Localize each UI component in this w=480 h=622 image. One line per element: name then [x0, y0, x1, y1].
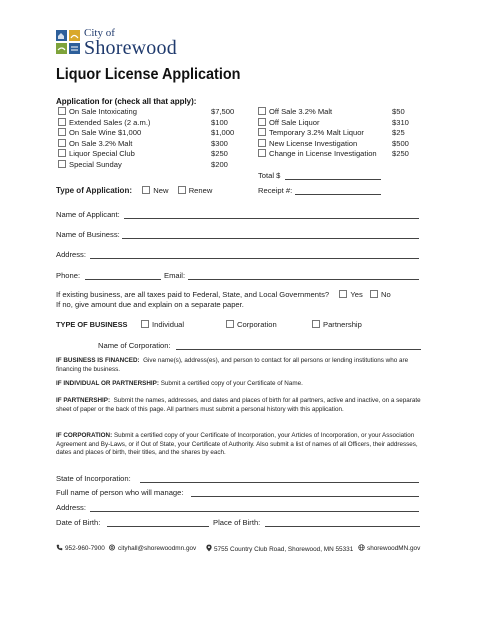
manager-label: Full name of person who will manage:	[56, 488, 184, 497]
corporation-name-label: Name of Corporation:	[98, 341, 171, 350]
license-label: Off Sale 3.2% Malt	[269, 107, 333, 116]
application-for-heading: Application for (check all that apply):	[56, 97, 197, 106]
option-new[interactable]	[142, 186, 168, 195]
license-checkbox[interactable]	[258, 107, 266, 115]
state-of-incorporation-label: State of Incorporation:	[56, 474, 131, 483]
instruction-individual-text: Submit a certified copy of your Certificate of Name.	[160, 380, 303, 387]
receipt-input[interactable]	[295, 194, 381, 195]
bottom-address-input[interactable]	[90, 511, 419, 512]
license-price: $250	[392, 149, 409, 158]
footer-phone-text: 952-960-7900	[65, 545, 105, 552]
option-yes-label: Yes	[350, 290, 363, 299]
type-of-business-label: TYPE OF BUSINESS	[56, 320, 128, 329]
license-price: $7,500	[211, 107, 235, 116]
instruction-corporation-heading: IF CORPORATION:	[56, 432, 113, 439]
type-of-application	[56, 186, 212, 196]
email-input[interactable]	[188, 279, 419, 280]
instruction-partnership	[56, 397, 428, 414]
total-input[interactable]	[285, 179, 381, 180]
city-logo	[56, 26, 186, 62]
license-checkbox[interactable]	[258, 139, 266, 147]
email-label: Email:	[164, 271, 186, 280]
globe-icon	[358, 544, 365, 551]
phone-icon	[56, 544, 63, 551]
license-label: Temporary 3.2% Malt Liquor	[269, 128, 364, 137]
corporation-name-input[interactable]	[176, 349, 421, 350]
logo-small-text: City of	[84, 27, 115, 39]
license-option[interactable]	[258, 128, 364, 138]
business-label: Name of Business:	[56, 230, 120, 239]
license-checkbox[interactable]	[58, 118, 66, 126]
email-icon	[108, 544, 116, 551]
license-label: Extended Sales (2 a.m.)	[69, 117, 151, 127]
option-yes[interactable]	[339, 290, 362, 299]
license-price: $100	[211, 117, 228, 127]
license-label: On Sale 3.2% Malt	[69, 138, 133, 148]
license-option[interactable]	[258, 139, 357, 149]
license-option[interactable]	[58, 118, 150, 128]
license-label: On Sale Intoxicating	[69, 107, 137, 116]
option-corporation[interactable]	[226, 320, 277, 330]
license-option[interactable]	[58, 107, 137, 117]
phone-input[interactable]	[85, 279, 161, 280]
license-checkbox[interactable]	[258, 149, 266, 157]
option-partnership[interactable]	[312, 320, 362, 330]
checkbox-corporation[interactable]	[226, 320, 234, 328]
dob-input[interactable]	[107, 526, 209, 527]
bottom-address-label: Address:	[56, 503, 86, 512]
pob-label: Place of Birth:	[213, 518, 261, 527]
total-label: Total $	[258, 171, 281, 180]
instruction-corporation	[56, 432, 428, 458]
business-input[interactable]	[122, 238, 419, 239]
option-corporation-label: Corporation	[237, 320, 277, 329]
taxes-followup: If no, give amount due and explain on a separate paper.	[56, 300, 244, 309]
license-checkbox[interactable]	[58, 139, 66, 147]
checkbox-new[interactable]	[142, 186, 150, 194]
license-price: $310	[392, 117, 409, 127]
option-no-label: No	[381, 290, 391, 299]
option-new-label: New	[153, 186, 169, 195]
license-option[interactable]	[58, 128, 141, 138]
license-option[interactable]	[258, 107, 332, 117]
license-checkbox[interactable]	[258, 128, 266, 136]
checkbox-partnership[interactable]	[312, 320, 320, 328]
address-input[interactable]	[90, 258, 419, 259]
city-logo-icon	[56, 30, 80, 54]
footer-email-text: cityhall@shorewoodmn.gov	[118, 545, 197, 552]
checkbox-renew[interactable]	[178, 186, 186, 194]
option-renew-label: Renew	[188, 186, 213, 195]
option-individual[interactable]	[141, 320, 184, 330]
page-title: Liquor License Application	[56, 66, 241, 83]
option-individual-label: Individual	[152, 320, 185, 329]
checkbox-individual[interactable]	[141, 320, 149, 328]
license-option[interactable]	[258, 118, 320, 128]
license-option[interactable]	[258, 149, 377, 159]
total-field	[258, 171, 280, 181]
receipt-label: Receipt #:	[258, 186, 293, 195]
license-price: $200	[211, 159, 228, 169]
instruction-financed-heading: IF BUSINESS IS FINANCED:	[56, 357, 140, 364]
instruction-individual	[56, 380, 428, 389]
license-label: Change in License Investigation	[269, 149, 377, 158]
license-option[interactable]	[58, 149, 135, 159]
license-price: $25	[392, 128, 405, 137]
license-label: On Sale Wine $1,000	[69, 128, 142, 137]
instruction-corporation-text: Submit a certified copy of your Certificate of Incorporation, your Articles of Incorporation, or your Association Agreement and By-Laws, or if Out of State, your Certificate of Authority. Also submit a list of names of all Officers, their addresses, dates and places of birth, their titles, and the shares by each.	[56, 432, 418, 457]
applicant-label: Name of Applicant:	[56, 210, 120, 219]
license-checkbox[interactable]	[58, 149, 66, 157]
option-partnership-label: Partnership	[323, 320, 362, 329]
taxes-question-row	[56, 290, 391, 300]
instruction-financed	[56, 357, 428, 374]
license-checkbox[interactable]	[58, 128, 66, 136]
type-of-application-label: Type of Application:	[56, 186, 132, 195]
license-price: $50	[392, 107, 405, 116]
checkbox-yes[interactable]	[339, 290, 347, 298]
footer-email[interactable]	[108, 544, 196, 553]
applicant-input[interactable]	[124, 218, 419, 219]
footer-website-text: shorewoodMN.gov	[367, 545, 421, 552]
license-option[interactable]	[58, 160, 122, 170]
license-price: $500	[392, 138, 409, 148]
checkbox-no[interactable]	[370, 290, 378, 298]
instruction-individual-heading: IF INDIVIDUAL OR PARTNERSHIP:	[56, 380, 159, 387]
license-checkbox[interactable]	[58, 107, 66, 115]
license-price: $1,000	[211, 128, 235, 137]
license-label: Off Sale Liquor	[269, 117, 320, 127]
instruction-partnership-heading: IF PARTNERSHIP:	[56, 397, 111, 404]
option-renew[interactable]	[178, 186, 213, 195]
license-checkbox[interactable]	[258, 118, 266, 126]
footer-website[interactable]	[358, 544, 420, 553]
footer-phone	[56, 544, 105, 553]
manager-input[interactable]	[191, 496, 419, 497]
option-no[interactable]	[370, 290, 391, 299]
pob-input[interactable]	[265, 526, 420, 527]
license-price: $250	[211, 149, 228, 158]
map-pin-icon	[206, 544, 212, 552]
license-price: $300	[211, 138, 228, 148]
dob-label: Date of Birth:	[56, 518, 101, 527]
taxes-question: If existing business, are all taxes paid to Federal, State, and Local Governments?	[56, 290, 330, 299]
instruction-financed-text: Give name(s), address(es), and person to contact for all persons or lending institutions who are financing the business.	[56, 357, 409, 373]
license-label: New License Investigation	[269, 138, 358, 148]
footer-address-text: 5755 Country Club Road, Shorewood, MN 55331	[214, 546, 354, 553]
state-of-incorporation-input[interactable]	[140, 482, 419, 483]
license-label: Special Sunday	[69, 159, 122, 169]
address-label: Address:	[56, 250, 86, 259]
instruction-partnership-text: Submit the names, addresses, and dates and places of birth for all partners, active and inactive, on a separate sheet of paper or the back of this page. All partners must submit a personal history with this application.	[56, 397, 421, 413]
license-checkbox[interactable]	[58, 160, 66, 168]
logo-big-text: Shorewood	[84, 37, 177, 59]
phone-label: Phone:	[56, 271, 81, 280]
footer-address	[206, 544, 353, 554]
license-label: Liquor Special Club	[69, 149, 135, 158]
license-option[interactable]	[58, 139, 132, 149]
receipt-field	[258, 186, 292, 196]
